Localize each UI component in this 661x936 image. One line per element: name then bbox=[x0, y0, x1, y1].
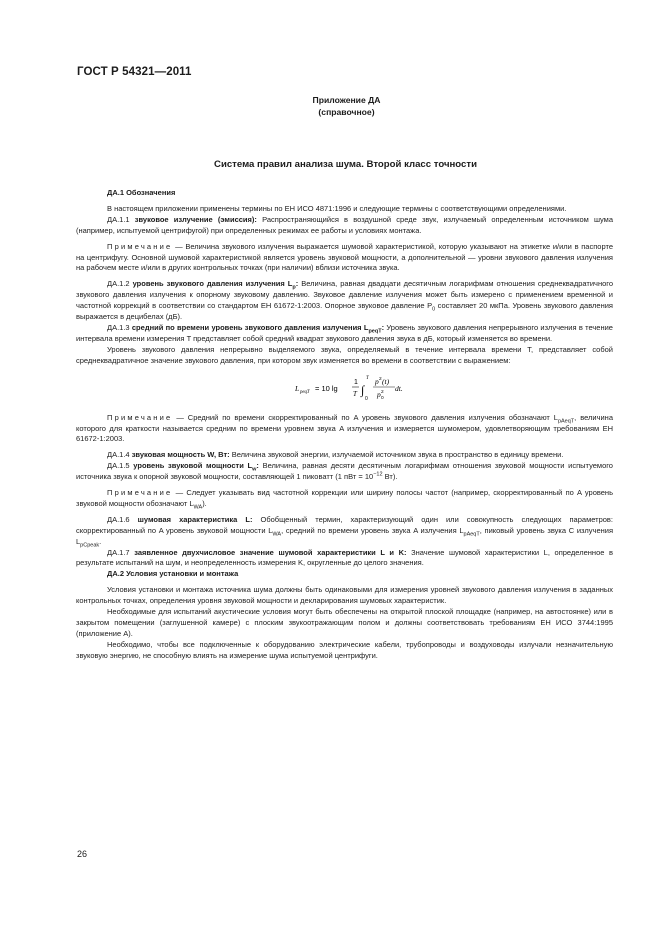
paragraph-installation-1: Условия установки и монтажа источника шума должны быть одинаковыми для измерения уровней звукового давления излучения в заданных контрольных точках, определения уровня звуковой мощности и декларирования шумовых характеристик. bbox=[76, 585, 613, 606]
note-3: Примечание — Следует указывать вид частотной коррекции или ширину полосы частот (например, скорректированный по A уровень звуковой мощности обозначают $L_{WA}$). bbox=[76, 488, 613, 511]
formula-lhs: L bbox=[294, 383, 299, 393]
annex-subtitle: (справочное) bbox=[318, 107, 375, 117]
section-heading-da1: ДА.1 Обозначения bbox=[107, 188, 176, 197]
page-number: 26 bbox=[77, 849, 88, 859]
formula-svg bbox=[295, 372, 435, 406]
document-title: Система правил анализа шума. Второй класс точности bbox=[214, 159, 477, 170]
note-2: Примечание — Средний по времени скорректированный по A уровень звукового давления излучения обозначают $L_{pAeqT}$, величина которого для краткости называется средним по времени уровнем звука A излучения и измеряется шумомером, удовлетворяющим требованиям ЕН 61672-1:2003. bbox=[76, 412, 613, 444]
paragraph-installation-2: Необходимые для испытаний акустические условия могут быть обеспечены на открытой плоской площадке (например, на автостоянке) или в закрытом помещении (заглушенной камере) с плоским звукоотражающим полом и должны соответствовать требованиям ЕН ИСО 3744:1995 (приложение А). bbox=[76, 607, 613, 638]
section-heading-da2: ДА.2 Условия установки и монтажа bbox=[107, 569, 239, 579]
paragraph-continuous-sound: Уровень звукового давления непрерывно выделяемого звука, определяемый в течение интервала времени T, представляет собой среднеквадратичное значение звукового давления, при котором звук изменяется во времени в соответствии с выражением: bbox=[76, 344, 613, 365]
formula-den: p bbox=[376, 389, 381, 399]
formula-eq: = 10 lg bbox=[314, 383, 338, 393]
document-body bbox=[76, 188, 613, 662]
term-da-1-3: ДА.1.3 средний по времени уровень звукового давления излучения $L_{peqT}$: Уровень звукового давления непрерывного излучения в течение интервала времени измерения T представляет собой средний квадрат звукового давления звука в дБ, который изменяется во времени. bbox=[76, 322, 613, 343]
standard-header: ГОСТ Р 54321—2011 bbox=[77, 66, 192, 78]
formula-lhs-sub: peqT bbox=[299, 389, 310, 395]
term-da-1-1: ДА.1.1 звуковое излучение (эмиссия): Распространяющийся в воздушной среде звук, излучаемый определенным источником шума (например, испытуемой центрифугой) при определенных режимах ее работы и условиях монтажа. bbox=[76, 214, 613, 235]
formula-lower: 0 bbox=[364, 395, 368, 402]
term-da-1-2: ДА.1.2 уровень звукового давления излучения $L_p$: Величина, равная двадцати десятичным логарифмам отношения среднеквадратичного звукового давления излучения к опорному звуковому давлению. Звуковое давление излучения может быть измерено с применением временной и частотной коррекций в соответствии со стандартом ЕН 61672-1:2003. Опорное звуковое давление $P_0$ составляет 20 мкПа. Уровень звукового давления выражается в децибелах (дБ). bbox=[76, 279, 613, 322]
formula-one: 1 bbox=[353, 378, 358, 386]
paragraph-intro: В настоящем приложении применены термины по ЕН ИСО 4871:1996 и следующие термины с соответствующими определениями. bbox=[107, 203, 567, 213]
term-da-1-4: ДА.1.4 звуковая мощность W, Вт: Величина звуковой энергии, излучаемой источником звука в пространство в единицу времени. bbox=[107, 450, 564, 460]
formula-T: T bbox=[352, 389, 357, 398]
term-da-1-5: ДА.1.5 уровень звуковой мощности $L_w$: Величина, равная десяти десятичным логарифмам отношения звуковой мощности испытуемого источника звука к опорной звуковой мощности, составляющей 1 пиковатт (1 пВт = $10^{-12}$ Вт). bbox=[76, 461, 613, 482]
annex-heading bbox=[0, 94, 661, 118]
formula-dt: dt. bbox=[394, 383, 403, 393]
formula-upper: T bbox=[365, 375, 369, 381]
annex-title: Приложение ДА bbox=[312, 95, 381, 105]
formula-leq bbox=[76, 372, 613, 406]
note-1: Примечание — Величина звукового излучения выражается шумовой характеристикой, которую указывают на этикетке и/или в паспорте на центрифугу. Основной шумовой характеристикой является уровень звуковой мощности, а дополнительной — уровни звукового давления излучения на рабочем месте и/или в других контрольных точках (при наличии) вблизи источника звука. bbox=[76, 241, 613, 273]
formula-num: p bbox=[374, 376, 379, 386]
formula-integral: ∫ bbox=[360, 382, 364, 397]
term-da-1-6: ДА.1.6 шумовая характеристика L: Обобщенный термин, характеризующий один или совокупность следующих параметров: скорректированный по A уровень звуковой мощности $L_{WA}$, средний по времени уровень звука A излучения $L_{pAeqT}$, пиковый уровень звука C излучения $L_{pCpeak}$. bbox=[76, 514, 614, 549]
formula-num-sup: 2 bbox=[378, 376, 382, 382]
paragraph-installation-3: Необходимо, чтобы все подключенные к оборудованию электрические кабели, трубопроводы и воздуховоды излучали незначительную звуковую энергию, не способную влиять на измерение шума испытуемой центрифуги. bbox=[76, 639, 613, 660]
formula-num-arg: (t) bbox=[381, 376, 389, 386]
formula-den-sup: 2 bbox=[380, 389, 384, 395]
term-da-1-7: ДА.1.7 заявленное двухчисловое значение шумовой характеристики L и K: Значение шумовой характеристики L, определенное в результате испытаний на шум, и неопределенность измерения K, округленные до целого значения. bbox=[76, 547, 613, 568]
formula-den-sub: 0 bbox=[380, 395, 384, 401]
